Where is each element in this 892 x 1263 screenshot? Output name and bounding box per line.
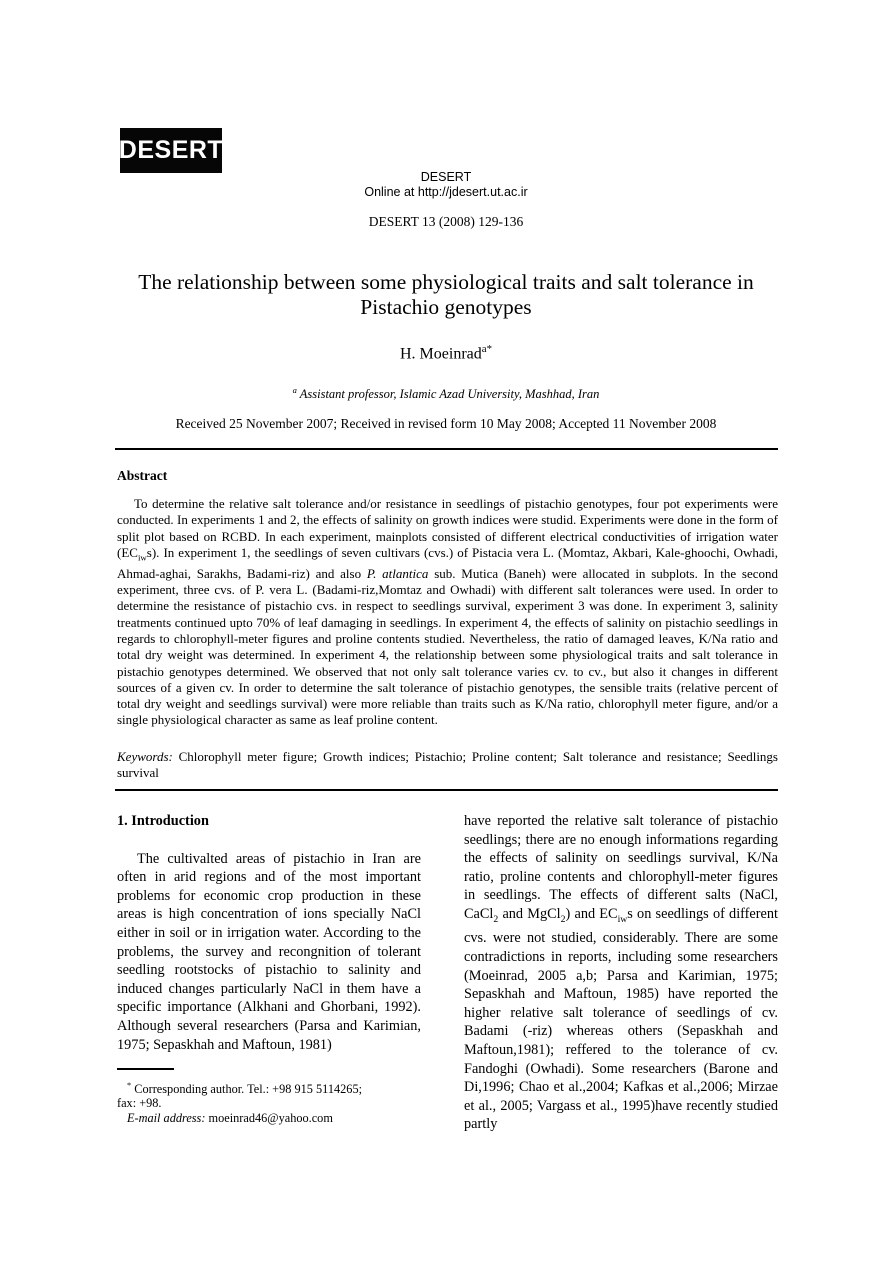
journal-name: DESERT [420, 170, 472, 184]
journal-url: Online at http://jdesert.ut.ac.ir [364, 185, 528, 199]
introduction-column-right [464, 812, 778, 1134]
abstract-text: To determine the relative salt tolerance and/or resistance in seedlings of pistachio genotypes, four pot experiments were conducted. In experiments 1 and 2, the effects of salinity on growth indices were studid. Experiments were done in the form of split plot based on RCBD. In each experiment, mainplots consisted of different electrical conductivities of irrigation water $(EC_{iw}s)$. In experiment 1, the seedlings of seven cultivars (cvs.) of Pistacia vera L. (Momtaz, Akbari, Kale-ghoochi, Owhadi, Ahmad-aghai, Sarakhs, Badami-riz) and also P. atlantica sub. Mutica (Baneh) were allocated in subplots. In the second experiment, three cvs. of P. vera L. (Badami-riz,Momtaz and Owhadi) with different salt tolerances were used. In order to determine the resistance of pistachio cvs. in respect to seedlings survival, experiment 3 was done. In experiment 3, salinity treatments continued upto 70% of leaf damaging in seedlings. In experiment 4, the effects of salinity on pistachio seedlings in regards to chlorophyll-meter figures and proline contents studied. Nevertheless, the ratio of damaged leaves, K/Na ratio and total dry weight was determined. In experiment 4, the relationship between some physiological traits and salt tolerance in pistachio genotypes determined. We observed that not only salt tolerance varies cv. to cv., but also it changes in different sources of a given cv. In order to determine the salt tolerance of pistachio genotypes, the sensible traits (relative percent of total dry weight and seedlings survival) were more reliable than traits such as K/Na ratio, chlorophyll meter figure, and/or a single physiological character as same as leaf proline content. [117, 496, 778, 728]
footnote-corresponding: * Corresponding author. Tel.: +98 915 5114265; [127, 1080, 363, 1096]
introduction-column-left [117, 812, 421, 1054]
journal-logo-text: DESERT [118, 136, 224, 164]
divider-middle [115, 789, 778, 791]
introduction-paragraph-left: The cultivalted areas of pistachio in Iran are often in arid regions and of the most important problems for economic crop production in these areas is high concentration of ions specially NaCl either in soil or in irrigation water. According to the problems, the survey and recongnition of tolerant seedling rootstocks of pistachio to salinity and induced changes particularly NaCl in them have a specific importance (Alkhani and Ghorbani, 1992). Although several researchers (Parsa and Karimian, 1975; Sepaskhah and Maftoun, 1981) [117, 850, 421, 1053]
received-dates-line: Received 25 November 2007; Received in revised form 10 May 2008; Accepted 11 November 2008 [175, 416, 717, 431]
footnote-rule [117, 1068, 174, 1070]
affiliation-line: $^a$ Assistant professor, Islamic Azad University, Mashhad, Iran [292, 385, 600, 402]
footnote [117, 1068, 429, 1126]
abstract-heading: Abstract [117, 468, 168, 483]
introduction-paragraph-right: have reported the relative salt tolerance of pistachio seedlings; there are no enough informations regarding the effects of salinity on seedlings survival, K/Na ratio, proline contents and chlorophyll-meter figures in seedlings. The effects of different salts (NaCl, CaCl$_2$ and MgCl$_2$) and $EC_{iw}s$ on seedlings of different cvs. were not studied, considerably. There are some contradictions in reports, including some researchers (Moeinrad, 2005 a,b; Parsa and Karimian, 1975; Sepaskhah and Maftoun, 1985) have reported the higher relative salt tolerance of seedlings of cv. Badami (-riz) whereas others (Sepaskhah and Maftoun,1981); reffered to the tolerance of cv. Fandoghi (Owhadi). Some researchers (Barone and Di,1996; Chao et al.,2004; Kafkas et al.,2006; Mirzae et al., 2005; Vargass et al., 1995)have recently studied partly [464, 813, 778, 1133]
article-title: The relationship between some physiological traits and salt tolerance in Pistachio genotypes [138, 270, 754, 319]
journal-logo [120, 128, 222, 173]
divider-top [115, 448, 778, 450]
footnote-email: E-mail address: moeinrad46@yahoo.com [127, 1111, 333, 1126]
journal-citation: DESERT 13 (2008) 129-136 [368, 214, 524, 229]
introduction-heading: 1. Introduction [117, 813, 209, 829]
footnote-fax: fax: +98. [117, 1096, 162, 1111]
keywords-line: Keywords: Chlorophyll meter figure; Growth indices; Pistachio; Proline content; Salt tolerance and resistance; Seedlings survival [117, 749, 778, 781]
author-line: H. Moeinrad$^{a*}$ [399, 343, 493, 363]
masthead [0, 170, 892, 229]
